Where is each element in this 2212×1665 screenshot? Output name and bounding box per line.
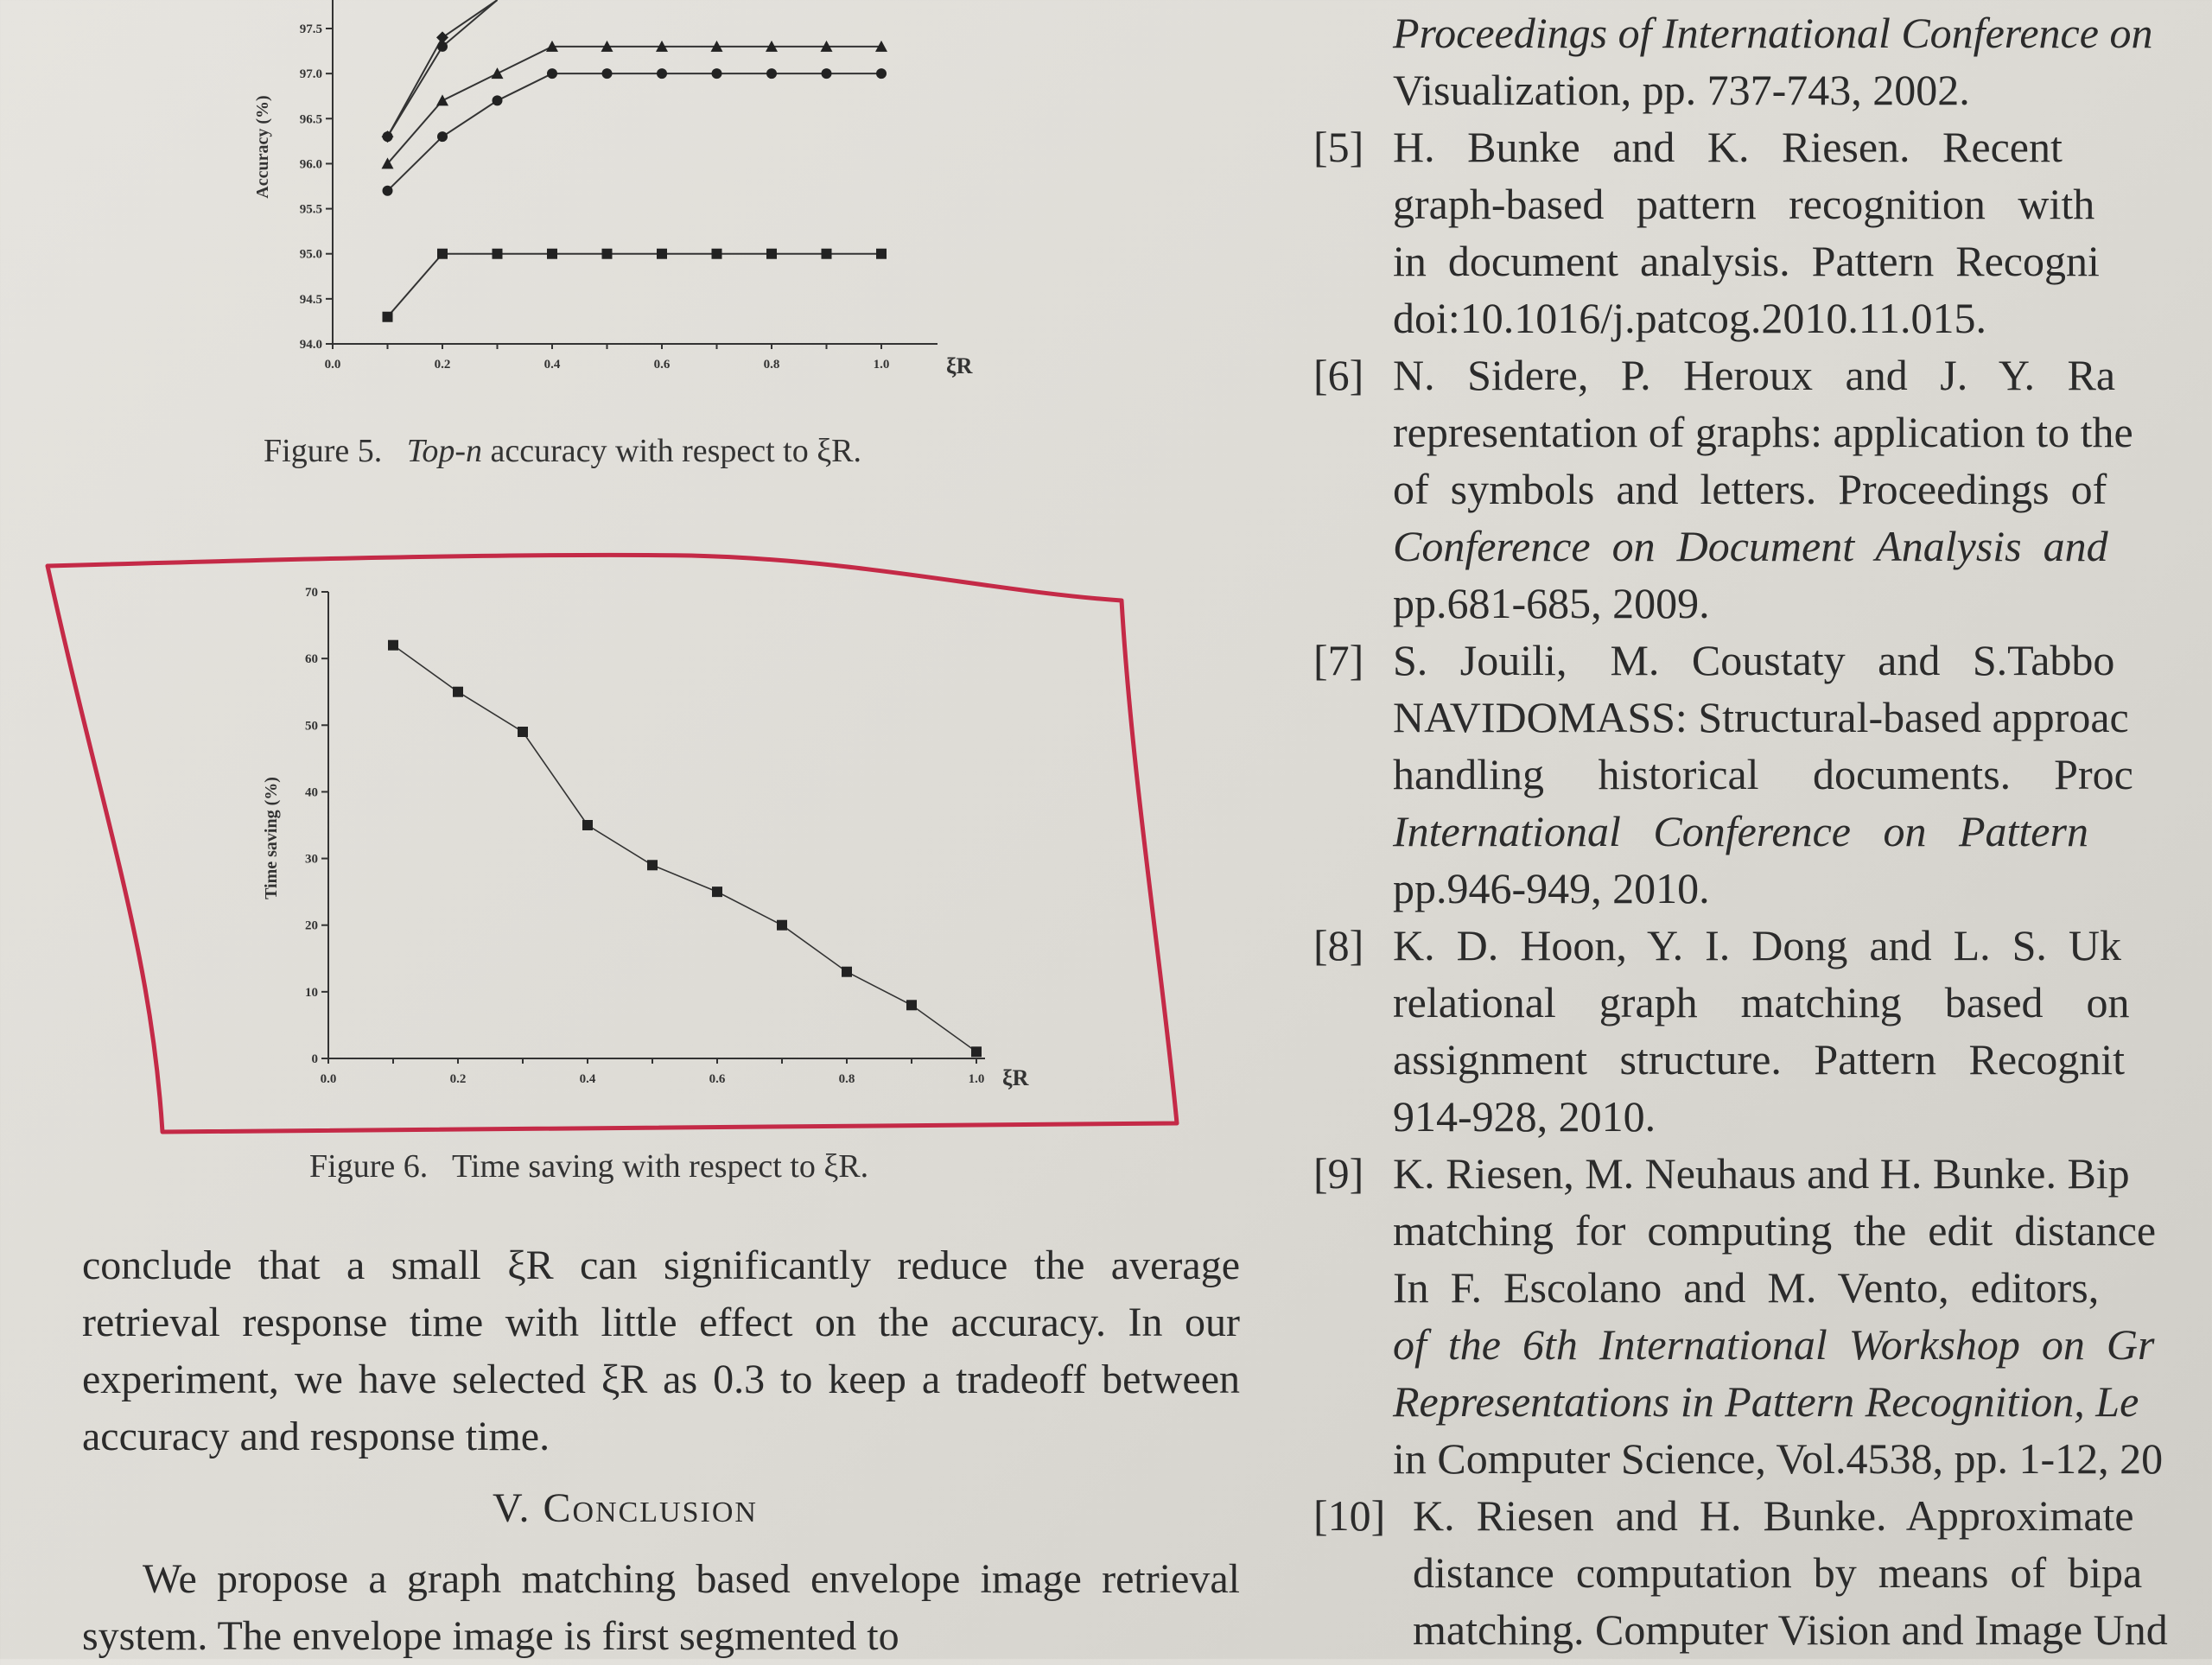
- fig6-xtick-label: 0.6: [709, 1072, 726, 1086]
- reference-line: K. D. Hoon, Y. I. Dong and L. S. Uk: [1393, 921, 2122, 969]
- reference-entry: [1313, 917, 2130, 1141]
- reference-line: relational graph matching based on: [1393, 978, 2130, 1026]
- figure-5-xlabel: ξR: [946, 353, 973, 378]
- fig5-ytick-label: 94.5: [299, 292, 322, 307]
- reference-line: in document analysis. Pattern Recogni: [1393, 237, 2100, 285]
- reference-line: of symbols and letters. Proceedings of: [1393, 465, 2107, 513]
- body-paragraph-2: We propose a graph matching based envelope image retrieval system. The envelope image is first segmented to: [82, 1556, 1240, 1659]
- fig6-time-saving-point: [777, 920, 787, 931]
- reference-line: handling historical documents. Proc: [1393, 750, 2133, 798]
- fig5-ytick-label: 95.0: [299, 247, 322, 262]
- reference-line: H. Bunke and K. Riesen. Recent: [1393, 123, 2063, 171]
- reference-line: doi:10.1016/j.patcog.2010.11.015.: [1393, 294, 1986, 342]
- fig6-time-saving-point: [712, 887, 722, 897]
- reference-entry: [1313, 346, 2133, 627]
- figure-5-ylabel: Accuracy (%): [253, 95, 272, 199]
- references-column: [1313, 0, 2212, 1659]
- reference-line: Representations in Pattern Recognition, Le: [1393, 1377, 2139, 1426]
- fig5-xtick-label: 0.6: [653, 358, 671, 372]
- reference-number: [9]: [1313, 1149, 1364, 1198]
- figure-6-caption-prefix: Figure 6.: [309, 1148, 429, 1185]
- section-title: V. Conclusion: [493, 1485, 758, 1531]
- figure-6-caption-text: Time saving with respect to ξR.: [452, 1148, 869, 1185]
- fig5-ytick-label: 96.5: [299, 112, 322, 127]
- fig6-time-saving-point: [388, 640, 398, 651]
- fig5-xtick-label: 0.8: [763, 358, 780, 372]
- reference-number: [5]: [1313, 123, 1364, 171]
- reference-number: [10]: [1313, 1491, 1386, 1540]
- fig6-time-saving-point: [971, 1046, 982, 1057]
- reference-entry: [1313, 1145, 2164, 1483]
- reference-entry: [1313, 632, 2133, 912]
- fig6-time-saving-line: [393, 645, 976, 1052]
- fig6-xtick-label: 0.4: [579, 1072, 596, 1086]
- figure-5-caption-italic: Top-n: [406, 433, 483, 469]
- fig5-ytick-label: 96.0: [299, 157, 322, 172]
- reference-line: of the 6th International Workshop on Gr: [1393, 1320, 2155, 1369]
- fig6-ytick-label: 50: [305, 719, 318, 734]
- figure-6-axes: [305, 586, 985, 1086]
- figure-6-ylabel: Time saving (%): [262, 777, 281, 899]
- fig6-ytick-label: 0: [311, 1052, 318, 1066]
- reference-line: pp.946-949, 2010.: [1393, 864, 1710, 912]
- fig5-ytick-label: 97.0: [299, 67, 322, 82]
- body-text-block-2: [82, 1551, 1240, 1665]
- reference-line: S. Jouili, M. Coustaty and S.Tabbo: [1393, 636, 2115, 684]
- reference-line: assignment structure. Pattern Recognit: [1393, 1035, 2126, 1084]
- fig6-ytick-label: 10: [305, 985, 318, 1000]
- reference-line: graph-based pattern recognition with: [1393, 180, 2095, 228]
- fig5-xtick-label: 0.4: [543, 358, 561, 372]
- reference-line: N. Sidere, P. Heroux and J. Y. Ra: [1393, 351, 2116, 399]
- fig6-ytick-label: 30: [305, 852, 318, 867]
- fig6-ytick-label: 70: [305, 586, 318, 600]
- fig6-ytick-label: 20: [305, 918, 318, 933]
- fig5-xtick-label: 1.0: [873, 358, 890, 372]
- fig5-ytick-label: 97.5: [299, 22, 322, 36]
- fig6-time-saving-point: [518, 727, 528, 737]
- reference-line: representation of graphs: application to the: [1393, 408, 2133, 456]
- reference-line: In F. Escolano and M. Vento, editors,: [1393, 1263, 2100, 1312]
- reference-line: matching for computing the edit distance: [1393, 1206, 2157, 1255]
- fig6-time-saving-point: [453, 687, 463, 697]
- reference-line: K. Riesen and H. Bunke. Approximate: [1413, 1491, 2134, 1540]
- reference-line: distance computation by means of bipa: [1413, 1548, 2143, 1597]
- fig6-time-saving-point: [582, 820, 593, 830]
- reference-entry: [1313, 118, 2100, 342]
- fig5-ytick-label: 95.5: [299, 202, 322, 217]
- reference-line: NAVIDOMASS: Structural-based approac: [1393, 693, 2129, 741]
- reference-line: Proceedings of International Conference on: [1393, 9, 2153, 57]
- body-paragraph-1: conclude that a small ξR can significantly reduce the average retrieval response time with little effect on the accuracy. In our experiment, we have selected ξR as 0.3 to keep a tradeoff between accuracy and response time.: [82, 1242, 1240, 1459]
- reference-line: Conference on Document Analysis and: [1393, 522, 2108, 570]
- figure-5-caption-prefix: Figure 5.: [264, 433, 383, 469]
- fig5-xtick-label: 0.0: [324, 358, 341, 372]
- fig6-xtick-label: 0.0: [320, 1072, 337, 1086]
- reference-entry: [1313, 1487, 2168, 1654]
- reference-line: 914-928, 2010.: [1393, 1092, 1656, 1141]
- fig5-xtick-label: 0.2: [434, 358, 451, 372]
- figure-5-caption-text: accuracy with respect to ξR.: [490, 433, 862, 469]
- fig6-time-saving-point: [647, 860, 658, 870]
- fig6-time-saving-point: [842, 967, 852, 977]
- reference-line: in Computer Science, Vol.4538, pp. 1-12, 20: [1393, 1434, 2164, 1483]
- figure-6-caption: [309, 1147, 868, 1185]
- reference-line: matching. Computer Vision and Image Und: [1413, 1605, 2168, 1654]
- reference-line: International Conference on Pattern: [1393, 807, 2088, 855]
- figure-6-chart: [251, 570, 1071, 1106]
- reference-line: pp.681-685, 2009.: [1393, 579, 1710, 627]
- fig6-xtick-label: 0.8: [838, 1072, 855, 1086]
- fig6-ytick-label: 40: [305, 785, 318, 800]
- reference-number: [7]: [1313, 636, 1364, 684]
- fig6-xtick-label: 1.0: [968, 1072, 985, 1086]
- fig6-xtick-label: 0.2: [449, 1072, 467, 1086]
- reference-line: Visualization, pp. 737-743, 2002.: [1393, 66, 1970, 114]
- body-text-block: [82, 1237, 1240, 1465]
- fig5-ytick-label: 94.0: [299, 338, 322, 352]
- reference-number: [6]: [1313, 351, 1364, 399]
- figure-6-series: [388, 640, 982, 1058]
- figure-6-xlabel: ξR: [1002, 1065, 1029, 1090]
- reference-number: [8]: [1313, 921, 1364, 969]
- fig6-time-saving-point: [906, 1000, 917, 1010]
- reference-line: K. Riesen, M. Neuhaus and H. Bunke. Bip: [1393, 1149, 2130, 1198]
- fig6-ytick-label: 60: [305, 652, 318, 667]
